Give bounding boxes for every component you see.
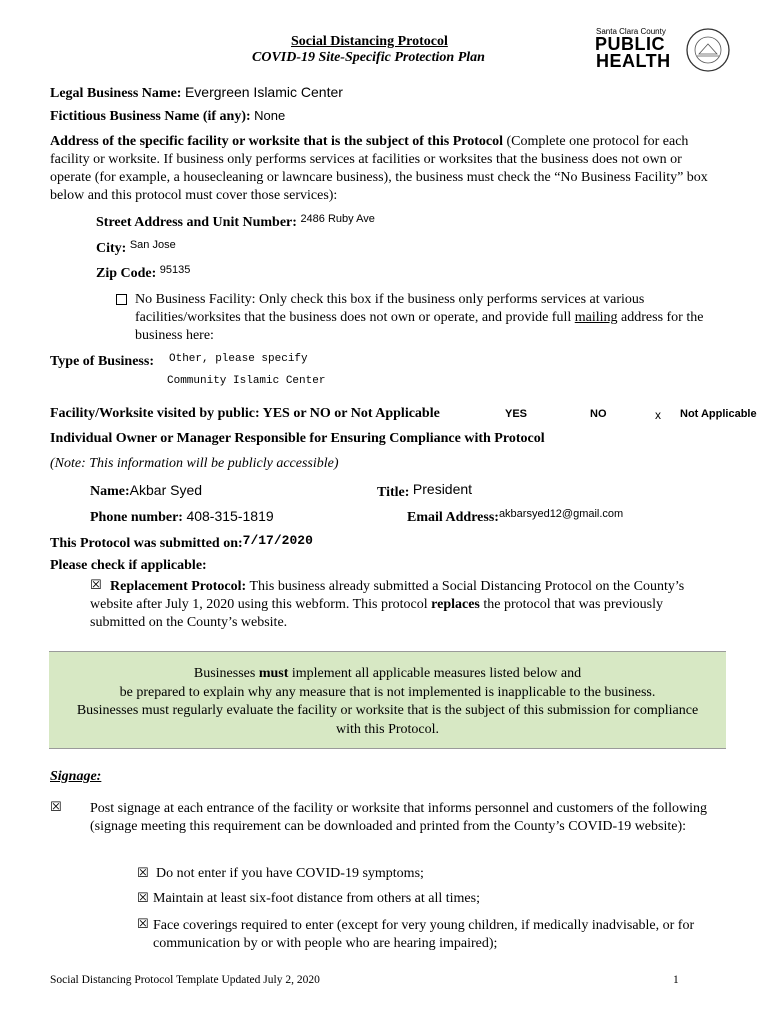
public-health-logo — [593, 27, 736, 75]
type-label: Type of Business: — [50, 354, 154, 369]
footer-text: Social Distancing Protocol Template Updated July 2, 2020 — [50, 974, 320, 986]
notice-line-1 — [49, 665, 726, 684]
visited-yes-option[interactable]: YES — [505, 408, 528, 420]
responsible-heading: Individual Owner or Manager Responsible for Ensuring Compliance with Protocol — [50, 431, 545, 446]
no-facility-text-a: No Business Facility: Only check this box if the business only performs services at various facilities/worksites that the business does not own or operate, and provide full — [135, 292, 645, 325]
fictitious-name-value[interactable]: None — [254, 108, 286, 123]
fictitious-name-label: Fictitious Business Name (if any): — [50, 109, 251, 124]
signage-item-3-checkbox[interactable]: ☒ — [137, 917, 149, 932]
name-value[interactable]: Akbar Syed — [129, 482, 203, 498]
page-number: 1 — [673, 974, 679, 986]
type-specify-value[interactable]: Community Islamic Center — [167, 375, 326, 387]
no-facility-box — [116, 294, 127, 305]
title-row — [377, 481, 472, 501]
city-label: City: — [96, 241, 127, 256]
replacement-bold-word: replaces — [431, 597, 480, 612]
notice-must: must — [258, 666, 289, 681]
compliance-notice-box — [49, 651, 726, 749]
no-facility-text — [135, 291, 715, 345]
visited-na-option[interactable]: Not Applicable — [680, 408, 757, 420]
replacement-checkbox[interactable]: ☒ — [90, 578, 102, 593]
email-label: Email Address: — [407, 510, 499, 525]
street-label: Street Address and Unit Number: — [96, 215, 297, 230]
legal-name-row — [50, 84, 343, 102]
street-row — [96, 213, 375, 231]
responsible-note: (Note: This information will be publicly accessible) — [50, 456, 339, 471]
city-row — [96, 239, 176, 257]
signage-main-text: Post signage at each entrance of the facility or worksite that informs personnel and customers of the following (signage meeting this requirement can be downloaded and printed from the County’s COVID-19 website): — [90, 801, 707, 834]
replacement-heading: Please check if applicable: — [50, 558, 207, 573]
city-value[interactable]: San Jose — [129, 239, 176, 251]
type-value[interactable]: Other, please specify — [169, 353, 308, 365]
logo-line1: PUBLIC — [595, 34, 665, 54]
address-intro-text: (Complete one protocol for each facility or worksite. If business only performs services at facilities or worksites that the business does not own or operate (for example, a housecleaning or lawncare business), the business must check the “No Business Facility” box below and this protocol must cover those services): — [50, 134, 708, 203]
submitted-value[interactable]: 7/17/2020 — [242, 533, 313, 548]
name-label: Name: — [90, 484, 130, 499]
logo-county-text: Santa Clara County — [596, 27, 666, 36]
title-label: Title: — [377, 485, 410, 500]
replacement-text-b: the protocol that was previously submitted on the County’s website. — [90, 597, 664, 630]
submitted-row — [50, 533, 313, 552]
signage-item-2-checkbox[interactable]: ☒ — [137, 891, 149, 906]
address-instructions — [50, 133, 725, 205]
legal-name-label: Legal Business Name: — [50, 86, 182, 101]
visited-label: Facility/Worksite visited by public: YES or NO or Not Applicable — [50, 406, 440, 421]
signage-item-1-checkbox[interactable]: ☒ — [137, 866, 149, 881]
signage-heading: Signage: — [50, 769, 102, 784]
notice-line-3: Businesses must regularly evaluate the facility or worksite that is the subject of this submission for compliance — [76, 703, 699, 718]
notice-line-1a: Businesses — [193, 666, 259, 681]
address-intro-bold: Address of the specific facility or worksite that is the subject of this Protocol — [50, 134, 503, 149]
signage-main-checkbox[interactable]: ☒ — [50, 800, 62, 815]
phone-value[interactable]: 408-315-1819 — [186, 508, 274, 524]
email-value[interactable]: akbarsyed12@gmail.com — [498, 508, 624, 520]
zip-label: Zip Code: — [96, 266, 157, 281]
visited-no-option[interactable]: NO — [590, 408, 607, 420]
notice-line-1b: implement all applicable measures listed below and — [288, 666, 582, 681]
name-row — [90, 482, 202, 500]
signage-item-3-text: Face coverings required to enter (except for very young children, if medically inadvisable, or for communication by or with people who are hearing impaired); — [153, 918, 695, 951]
county-seal-icon — [685, 27, 731, 73]
phone-label: Phone number: — [90, 510, 183, 525]
replacement-label: Replacement Protocol: — [110, 579, 247, 594]
email-row — [407, 508, 623, 526]
legal-name-value[interactable]: Evergreen Islamic Center — [184, 84, 343, 100]
no-facility-underlined: mailing — [574, 310, 618, 325]
logo-line2: HEALTH — [596, 51, 671, 71]
signage-item-2-text: Maintain at least six-foot distance from others at all times; — [153, 891, 480, 906]
notice-line-4: with this Protocol. — [335, 721, 440, 737]
phone-row — [90, 508, 274, 526]
street-value[interactable]: 2486 Ruby Ave — [300, 213, 375, 225]
title-value[interactable]: President — [412, 481, 473, 497]
signage-item-1-text: Do not enter if you have COVID-19 symptoms; — [156, 866, 424, 881]
visited-selection-mark: x — [655, 408, 661, 422]
submitted-label: This Protocol was submitted on: — [50, 536, 243, 551]
no-facility-checkbox[interactable] — [116, 294, 127, 311]
no-facility-text-b: address for the business here: — [135, 310, 704, 343]
document-title: Social Distancing Protocol — [291, 34, 448, 49]
replacement-text — [90, 578, 720, 632]
notice-line-2: be prepared to explain why any measure that is not implemented is inapplicable to the business. — [119, 684, 656, 700]
zip-row — [96, 264, 190, 282]
zip-value[interactable]: 95135 — [159, 264, 191, 276]
replacement-text-a: This business already submitted a Social Distancing Protocol on the County’s website after July 1, 2020 using this webform. This protocol — [90, 579, 685, 612]
document-subtitle: COVID-19 Site-Specific Protection Plan — [252, 50, 485, 65]
fictitious-name-row — [50, 108, 285, 125]
